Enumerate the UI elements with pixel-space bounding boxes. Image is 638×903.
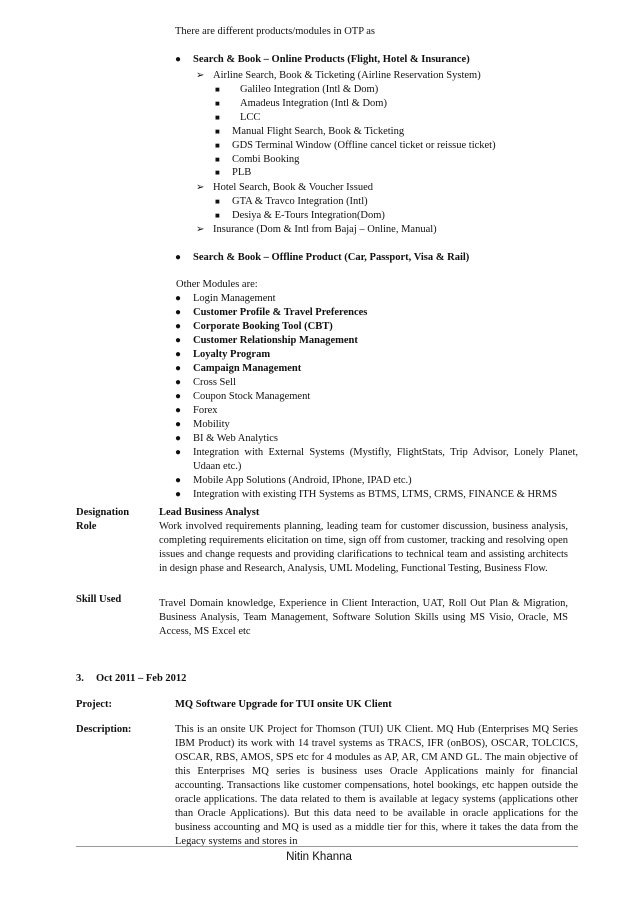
project-value: MQ Software Upgrade for TUI onsite UK Client bbox=[175, 699, 392, 710]
arrow-bullet-icon: ➢ bbox=[196, 224, 205, 235]
bullet-icon: ● bbox=[175, 405, 182, 416]
skill-label: Skill Used bbox=[76, 594, 122, 605]
footer-divider bbox=[76, 846, 578, 847]
bullet-icon: ● bbox=[175, 363, 182, 374]
hotel-item: Desiya & E-Tours Integration(Dom) bbox=[232, 210, 385, 221]
description-text: This is an onsite UK Project for Thomson (TUI) UK Client. MQ Hub (Enterprises MQ Series IBM Product) its work with 14 travel systems as TRACS, IFR (onBOS), OSCAR, TOLCICS, OSCAR, RBS, AMOS, SPS etc for 4 modules as AP, AR, CM AND GL. The main objective of this Enterprises MQ series is business uses Oracle Applications mainly for financial accounting. Transactions like customer compensations, hotel bookings, etc happen outside the oracle applications. The data related to them is available at legacy systems (applications other than Oracle Applications). But this data need to be available in oracle applications for the business accounting and MQ is used as a middle tier for this, where it takes the data from the Legacy systems and stores in bbox=[175, 724, 578, 847]
module-item: Login Management bbox=[193, 293, 276, 304]
bullet-icon: ● bbox=[175, 54, 182, 65]
module-item: Cross Sell bbox=[193, 377, 236, 388]
bullet-icon: ● bbox=[175, 377, 182, 388]
bullet-icon: ● bbox=[175, 391, 182, 402]
airline-item: Galileo Integration (Intl & Dom) bbox=[240, 84, 379, 95]
module-item: Integration with External Systems (Mystifly, FlightStats, Trip Advisor, Lonely Planet, Udaan etc.) bbox=[193, 447, 578, 472]
airline-item: GDS Terminal Window (Offline cancel ticket or reissue ticket) bbox=[232, 140, 496, 151]
airline-item: LCC bbox=[240, 112, 261, 123]
section-period: Oct 2011 – Feb 2012 bbox=[96, 673, 187, 684]
footer-name: Nitin Khanna bbox=[286, 851, 352, 863]
airline-item: Combi Booking bbox=[232, 154, 300, 165]
bullet-icon: ● bbox=[175, 419, 182, 430]
square-bullet-icon: ■ bbox=[215, 168, 220, 177]
bullet-icon: ● bbox=[175, 293, 182, 304]
bullet-icon: ● bbox=[175, 321, 182, 332]
bullet-icon: ● bbox=[175, 307, 182, 318]
hotel-title: Hotel Search, Book & Voucher Issued bbox=[213, 182, 374, 193]
square-bullet-icon: ■ bbox=[215, 211, 220, 220]
module-item: Customer Relationship Management bbox=[193, 335, 358, 346]
module-item: Forex bbox=[193, 405, 218, 416]
section-number: 3. bbox=[76, 673, 84, 684]
designation-label: Designation bbox=[76, 507, 130, 518]
module-item: Corporate Booking Tool (CBT) bbox=[193, 321, 333, 332]
bullet-icon: ● bbox=[175, 349, 182, 360]
square-bullet-icon: ■ bbox=[215, 113, 220, 122]
airline-item: Manual Flight Search, Book & Ticketing bbox=[232, 126, 405, 137]
offline-product-title: Search & Book – Offline Product (Car, Passport, Visa & Rail) bbox=[193, 252, 470, 263]
bullet-icon: ● bbox=[175, 335, 182, 346]
module-item: Coupon Stock Management bbox=[193, 391, 311, 402]
other-modules-heading: Other Modules are: bbox=[176, 279, 258, 290]
arrow-bullet-icon: ➢ bbox=[196, 182, 205, 193]
designation-value: Lead Business Analyst bbox=[159, 507, 260, 518]
module-item: BI & Web Analytics bbox=[193, 433, 278, 444]
module-item: Mobile App Solutions (Android, IPhone, IPAD etc.) bbox=[193, 475, 412, 486]
hotel-item: GTA & Travco Integration (Intl) bbox=[232, 196, 368, 207]
arrow-bullet-icon: ➢ bbox=[196, 70, 205, 81]
project-label: Project: bbox=[76, 699, 112, 710]
bullet-icon: ● bbox=[175, 475, 182, 486]
square-bullet-icon: ■ bbox=[215, 197, 220, 206]
square-bullet-icon: ■ bbox=[215, 155, 220, 164]
module-item: Campaign Management bbox=[193, 363, 302, 374]
skill-description: Travel Domain knowledge, Experience in Client Interaction, UAT, Roll Out Plan & Migration, Business Analysis, Team Management, Software Solution Skills using MS Visio, Oracle, MS Access, MS Excel etc bbox=[159, 598, 568, 637]
module-item: Mobility bbox=[193, 419, 230, 430]
square-bullet-icon: ■ bbox=[215, 85, 220, 94]
module-item: Customer Profile & Travel Preferences bbox=[193, 307, 368, 318]
insurance-item: Insurance (Dom & Intl from Bajaj – Online, Manual) bbox=[213, 224, 437, 235]
description-label: Description: bbox=[76, 724, 132, 735]
bullet-icon: ● bbox=[175, 252, 182, 263]
square-bullet-icon: ■ bbox=[215, 141, 220, 150]
bullet-icon: ● bbox=[175, 489, 182, 500]
online-products-title: Search & Book – Online Products (Flight, Hotel & Insurance) bbox=[193, 54, 470, 65]
role-label: Role bbox=[76, 521, 97, 532]
square-bullet-icon: ■ bbox=[215, 99, 220, 108]
module-item: Loyalty Program bbox=[193, 349, 271, 360]
airline-item: Amadeus Integration (Intl & Dom) bbox=[240, 98, 387, 109]
airline-title: Airline Search, Book & Ticketing (Airline Reservation System) bbox=[213, 70, 481, 81]
module-item: Integration with existing ITH Systems as BTMS, LTMS, CRMS, FINANCE & HRMS bbox=[193, 489, 558, 500]
bullet-icon: ● bbox=[175, 447, 182, 458]
intro-text: There are different products/modules in OTP as bbox=[175, 26, 376, 37]
square-bullet-icon: ■ bbox=[215, 127, 220, 136]
role-description: Work involved requirements planning, leading team for customer discussion, business analysis, completing requirements elicitation on time, sign off from customer, tracking and resolving open issues and change requests and providing clarifications to technical team and assisting architects in design phase and Research, Analysis, UML Modeling, Functional Testing, Business Flow. bbox=[159, 521, 568, 574]
airline-item: PLB bbox=[232, 167, 252, 178]
bullet-icon: ● bbox=[175, 433, 182, 444]
